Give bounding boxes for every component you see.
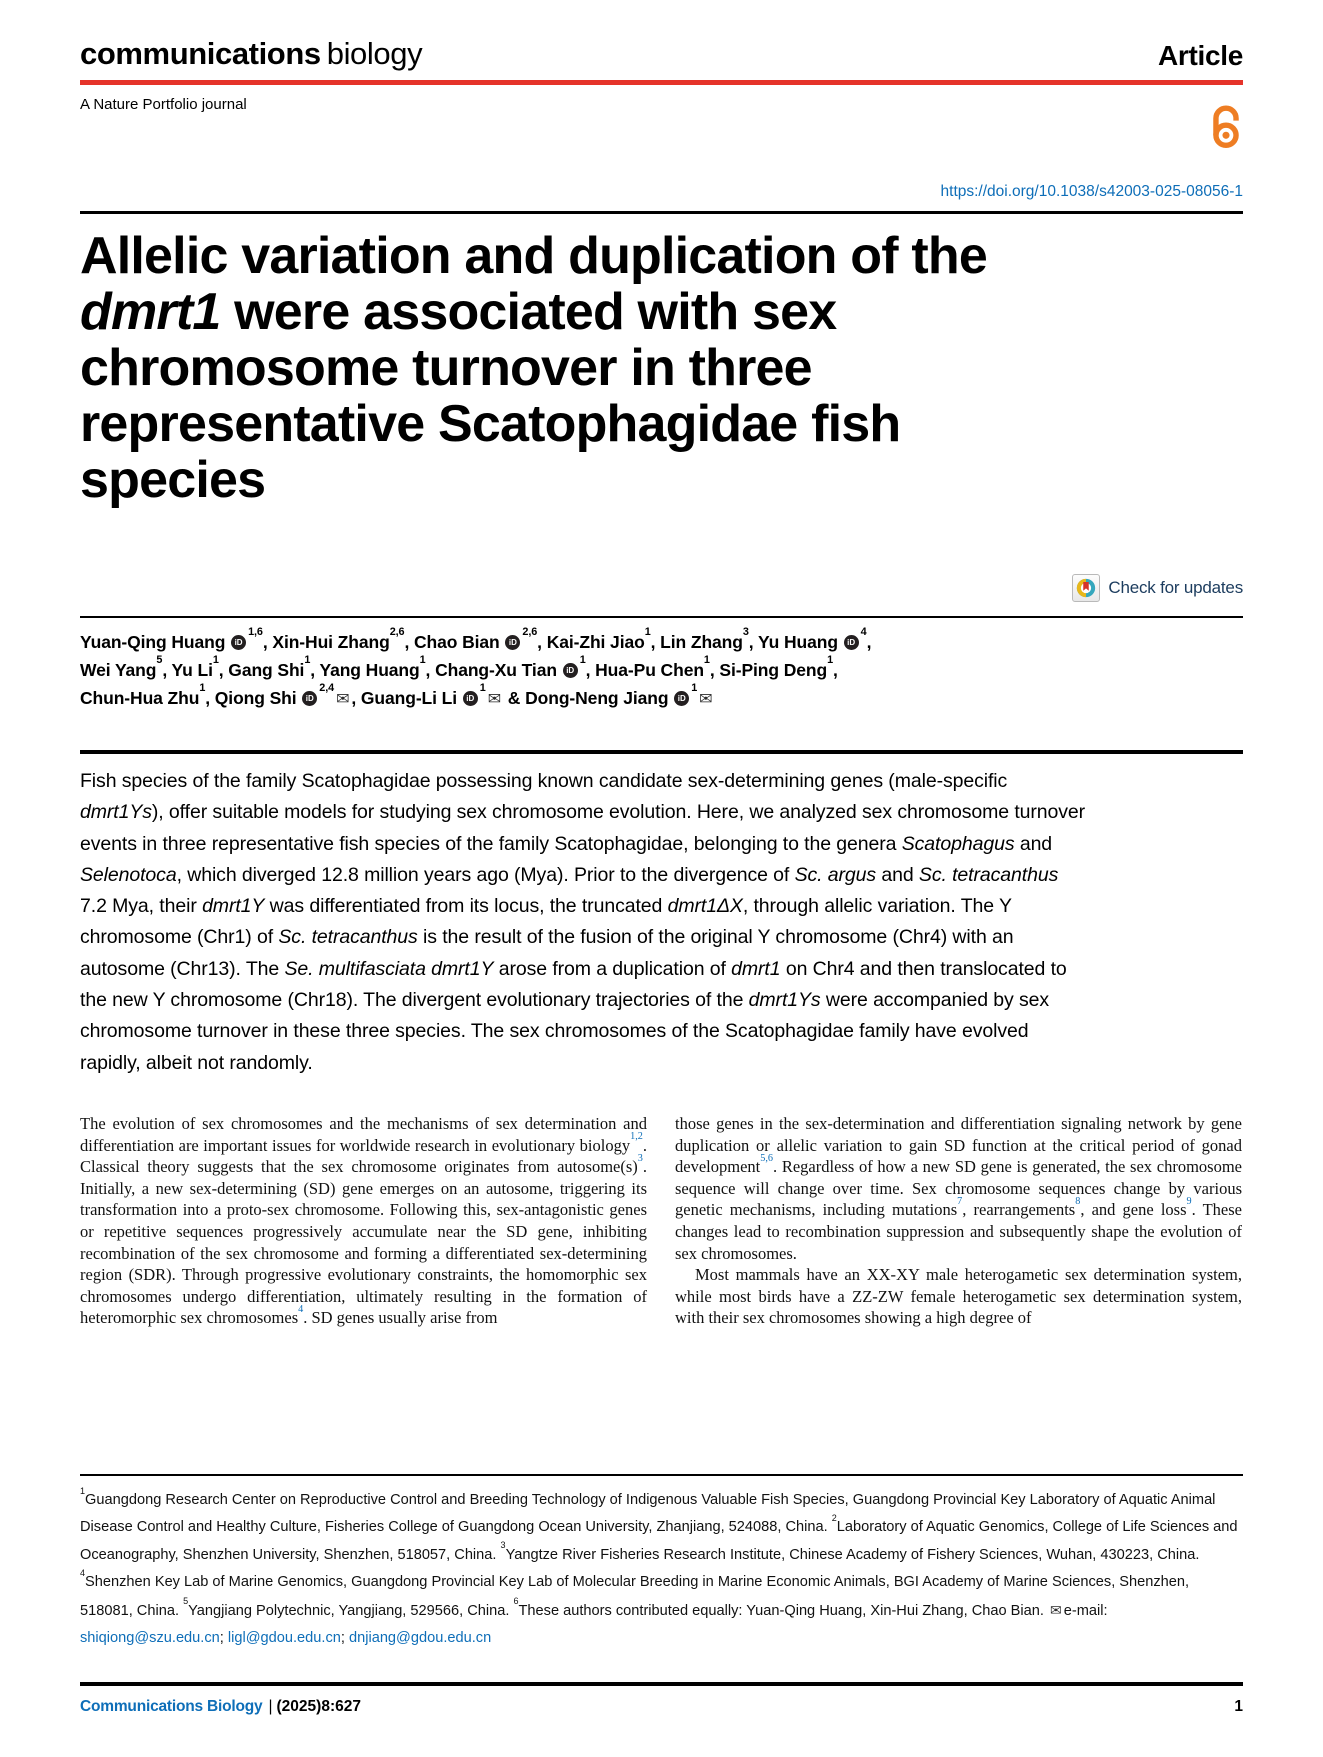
- text-run: . Classical theory suggests that the sex chromosome originates from autosome(s): [80, 1135, 647, 1177]
- footer-rule: [80, 1682, 1243, 1686]
- text-run: those genes in the sex-determination and differentiation signaling network by gene duplication or allelic variation to gain SD function at the critical period of gonad development: [675, 1113, 1242, 1177]
- text-run: on Chr4 and then translocated to the new Y chromosome (Chr18). The divergent evolutionary trajectories of the: [80, 957, 1067, 1012]
- text-run: . Regardless of how a new SD gene is generated, the sex chromosome sequence will change over time. Sex chromosome sequences change by various genetic mechanisms, including mutations: [675, 1157, 1242, 1220]
- text-run: ,: [833, 660, 838, 680]
- text-run: species: [80, 451, 266, 509]
- text-run: ;: [219, 1630, 228, 1647]
- text-run: chromosome turnover in three: [80, 339, 812, 397]
- text-run: 1: [419, 654, 426, 667]
- orcid-icon[interactable]: iD: [505, 635, 520, 650]
- text-run: 1,6: [248, 626, 263, 639]
- masthead: [80, 36, 1243, 72]
- text-run: , Xin-Hui Zhang: [262, 632, 390, 652]
- body-paragraph: [675, 1264, 1242, 1329]
- text-run: 2,6: [389, 626, 405, 639]
- open-access-lock-icon: [1209, 98, 1243, 154]
- text-run: 3: [742, 626, 749, 639]
- affiliations-footnotes: [80, 1487, 1243, 1652]
- text-run: 2: [831, 1513, 837, 1524]
- text-run: e-mail:: [1063, 1602, 1108, 1619]
- abstract-text: [80, 766, 1090, 1079]
- page-number: 1: [1234, 1698, 1243, 1715]
- text-run: and: [1014, 832, 1053, 855]
- text-run: Fish species of the family Scatophagidae possessing known candidate sex-determining genes (male-specific: [80, 770, 1008, 792]
- text-run: These authors contributed equally: Yuan-Qing Huang, Xin-Hui Zhang, Chao Bian.: [518, 1602, 1049, 1619]
- text-run: dmrt1Y: [202, 895, 265, 918]
- text-run: Yuan-Qing Huang: [80, 632, 231, 652]
- body-columns: [80, 1113, 1243, 1329]
- authors-rule: [80, 616, 1243, 618]
- email-link[interactable]: shiqiong@szu.edu.cn: [80, 1630, 220, 1647]
- text-run: representative Scatophagidae fish: [80, 395, 901, 453]
- text-run: , Chao Bian: [404, 632, 505, 652]
- doi-link[interactable]: https://doi.org/10.1038/s42003-025-08056-1: [940, 183, 1243, 200]
- footer-citation-group: [80, 1698, 361, 1716]
- crossmark-icon: [1072, 574, 1100, 602]
- text-run: , Si-Ping Deng: [709, 660, 828, 680]
- text-run: arose from a duplication of: [493, 957, 732, 980]
- text-run: . These changes lead to recombination suppression and subsequently shape the evolution of sex chromosomes.: [675, 1200, 1242, 1263]
- text-run: is the result of the fusion of the original Y chromosome (Chr4) with an autosome (Chr13). The: [80, 926, 1014, 980]
- text-run: dmrt1Ys: [748, 989, 821, 1012]
- text-run: Sc. argus: [794, 863, 877, 886]
- orcid-icon[interactable]: iD: [563, 663, 578, 678]
- text-run: 1: [80, 1485, 86, 1496]
- text-run: , Yu Li: [162, 660, 213, 680]
- text-run: 7.2 Mya, their: [80, 895, 203, 918]
- text-run: Chun-Hua Zhu: [80, 688, 200, 708]
- doi-row: [80, 183, 1243, 201]
- journal-logo-bold: communications: [80, 36, 321, 71]
- orcid-icon[interactable]: iD: [844, 635, 859, 650]
- text-run: 6: [513, 1596, 519, 1607]
- article-type-label: Article: [1157, 40, 1243, 71]
- text-run: , Qiong Shi: [205, 688, 302, 708]
- citation-ref[interactable]: 7: [957, 1195, 963, 1207]
- text-run: , Chang-Xu Tian: [425, 660, 562, 680]
- email-link[interactable]: ligl@gdou.edu.cn: [227, 1630, 341, 1647]
- body-paragraph: [80, 1113, 647, 1329]
- footer-citation: (2025)8:627: [276, 1698, 361, 1715]
- text-run: ;: [340, 1630, 349, 1647]
- body-column-left: [80, 1113, 647, 1329]
- text-run: Yangtze River Fisheries Research Institute, Chinese Academy of Fishery Sciences, Wuhan, 430223, China.: [505, 1546, 1200, 1563]
- footer-separator: |: [268, 1698, 273, 1715]
- text-run: Yangjiang Polytechnic, Yangjiang, 529566, China.: [188, 1602, 514, 1619]
- text-run: Most mammals have an XX-XY male heterogametic sex determination system, while most birds have a ZZ-ZW female heterogametic sex determination system, with their sex chromosomes showing a high degree of: [675, 1265, 1242, 1328]
- text-run: 2,6: [522, 626, 538, 639]
- text-run: dmrt1Ys: [80, 801, 152, 824]
- text-run: 2,4: [319, 682, 335, 695]
- mail-icon[interactable]: ✉: [1050, 1601, 1062, 1618]
- text-run: 4: [860, 626, 867, 639]
- text-run: were associated with sex: [220, 283, 837, 341]
- text-run: 1: [304, 654, 311, 667]
- text-run: 1: [212, 654, 219, 667]
- text-run: 4: [80, 1567, 86, 1578]
- footnotes-rule: [80, 1474, 1243, 1476]
- journal-logo-light: biology: [326, 36, 423, 71]
- text-run: , Gang Shi: [218, 660, 305, 680]
- citation-ref[interactable]: 3: [637, 1152, 643, 1164]
- masthead-red-rule: [80, 80, 1243, 85]
- mail-icon[interactable]: ✉: [487, 691, 502, 708]
- text-run: , Yang Huang: [310, 660, 420, 680]
- text-run: dmrt1ΔX: [667, 895, 743, 918]
- mail-icon[interactable]: ✉: [336, 691, 350, 708]
- text-run: 3: [500, 1540, 506, 1551]
- text-run: was differentiated from its locus, the truncated: [264, 895, 668, 918]
- text-run: Se. multifasciata dmrt1Y: [284, 957, 494, 980]
- text-run: Sc. tetracanthus: [918, 863, 1059, 886]
- text-run: dmrt1: [731, 957, 781, 980]
- text-run: , Lin Zhang: [650, 632, 743, 652]
- email-link[interactable]: dnjiang@gdou.edu.cn: [348, 1630, 492, 1647]
- text-run: , rearrangements: [962, 1200, 1076, 1220]
- author-list: [80, 628, 1243, 714]
- mail-icon[interactable]: ✉: [699, 691, 713, 708]
- text-run: 1: [579, 654, 586, 667]
- updates-row: [80, 574, 1243, 604]
- citation-ref[interactable]: 4: [298, 1303, 304, 1315]
- text-run: and: [876, 863, 919, 886]
- text-run: 1: [479, 682, 486, 695]
- text-run: , Kai-Zhi Jiao: [537, 632, 645, 652]
- text-run: , and gene loss: [1080, 1200, 1187, 1220]
- body-paragraph: [675, 1113, 1242, 1264]
- body-column-right: [675, 1113, 1242, 1329]
- citation-ref[interactable]: 5,6: [760, 1152, 774, 1164]
- text-run: ,: [866, 632, 872, 652]
- text-run: , through allelic variation. The Y chromosome (Chr1) of: [80, 895, 1012, 949]
- title-rule: [80, 211, 1243, 214]
- text-run: 5: [156, 654, 163, 667]
- journal-tagline: A Nature Portfolio journal: [80, 96, 247, 113]
- check-for-updates-label: Check for updates: [1108, 578, 1243, 597]
- text-run: 1: [644, 626, 651, 639]
- text-run: 5: [183, 1596, 189, 1607]
- text-run: Wei Yang: [80, 660, 157, 680]
- orcid-icon[interactable]: iD: [302, 691, 317, 706]
- abstract-rule: [80, 750, 1243, 754]
- text-run: , Guang-Li Li: [351, 688, 462, 708]
- citation-ref[interactable]: 1,2: [630, 1130, 643, 1142]
- text-run: 1: [827, 654, 834, 667]
- text-run: Shenzhen Key Lab of Marine Genomics, Guangdong Provincial Key Lab of Molecular Breeding in Marine Economic Animals, BGI Academy of Marine Sciences, Shenzhen, 518081, China.: [80, 1574, 1190, 1619]
- text-run: ), offer suitable models for studying sex chromosome evolution. Here, we analyzed sex chromosome turnover events in three representative fish species of the family Scatophagidae, belonging to the genera: [80, 801, 1086, 855]
- text-run: , Yu Huang: [748, 632, 843, 652]
- text-run: Allelic variation and duplication of the: [80, 227, 987, 285]
- citation-ref[interactable]: 9: [1186, 1195, 1192, 1207]
- text-run: , Hua-Pu Chen: [585, 660, 704, 680]
- orcid-icon[interactable]: iD: [231, 635, 246, 650]
- text-run: Sc. tetracanthus: [278, 926, 418, 949]
- text-run: 1: [703, 654, 710, 667]
- text-run: The evolution of sex chromosomes and the mechanisms of sex determination and differentiation are important issues for worldwide research in evolutionary biology: [80, 1113, 647, 1155]
- text-run: dmrt1: [80, 283, 221, 341]
- footer-journal-link[interactable]: Communications Biology: [80, 1698, 263, 1715]
- text-run: Guangdong Research Center on Reproductive Control and Breeding Technology of Indigenous Valuable Fish Species, Guangdong Provincial Key Laboratory of Aquatic Animal Disease Control and Healthy Culture, Fisheries College of Guangdong Ocean University, Zhanjiang, 524088, China.: [80, 1492, 1216, 1536]
- text-run: were accompanied by sex chromosome turnover in these three species. The sex chromosomes of the Scatophagidae family have evolved rapidly, albeit not randomly.: [80, 989, 1050, 1074]
- orcid-icon[interactable]: iD: [674, 691, 689, 706]
- text-run: 1: [691, 682, 698, 695]
- text-run: . Initially, a new sex-determining (SD) gene emerges on an autosome, triggering its transformation into a proto-sex chromosome. Following this, sex-antagonistic genes or repetitive sequences progressively accumulate near the SD gene, inhibiting recombination of the sex chromosome and forming a differentiated sex-determining region (SDR). Through progressive evolutionary constraints, the homomorphic sex chromosomes undergo differentiation, ultimately resulting in the formation of heteromorphic sex chromosomes: [80, 1157, 647, 1328]
- citation-ref[interactable]: 8: [1075, 1195, 1081, 1207]
- text-run: Selenotoca: [80, 863, 177, 886]
- text-run: . SD genes usually arise from: [303, 1308, 498, 1328]
- journal-logo: [80, 36, 422, 72]
- text-run: & Dong-Neng Jiang: [503, 688, 674, 708]
- text-run: Scatophagus: [901, 832, 1015, 855]
- text-run: 1: [199, 682, 206, 695]
- text-run: , which diverged 12.8 million years ago (Mya). Prior to the divergence of: [176, 863, 795, 886]
- orcid-icon[interactable]: iD: [463, 691, 478, 706]
- text-run: Laboratory of Aquatic Genomics, College of Life Sciences and Oceanography, Shenzhen University, Shenzhen, 518057, China.: [80, 1519, 1238, 1563]
- article-title: [80, 228, 1243, 508]
- check-for-updates-button[interactable]: [1072, 574, 1243, 602]
- page-footer: [80, 1698, 1243, 1716]
